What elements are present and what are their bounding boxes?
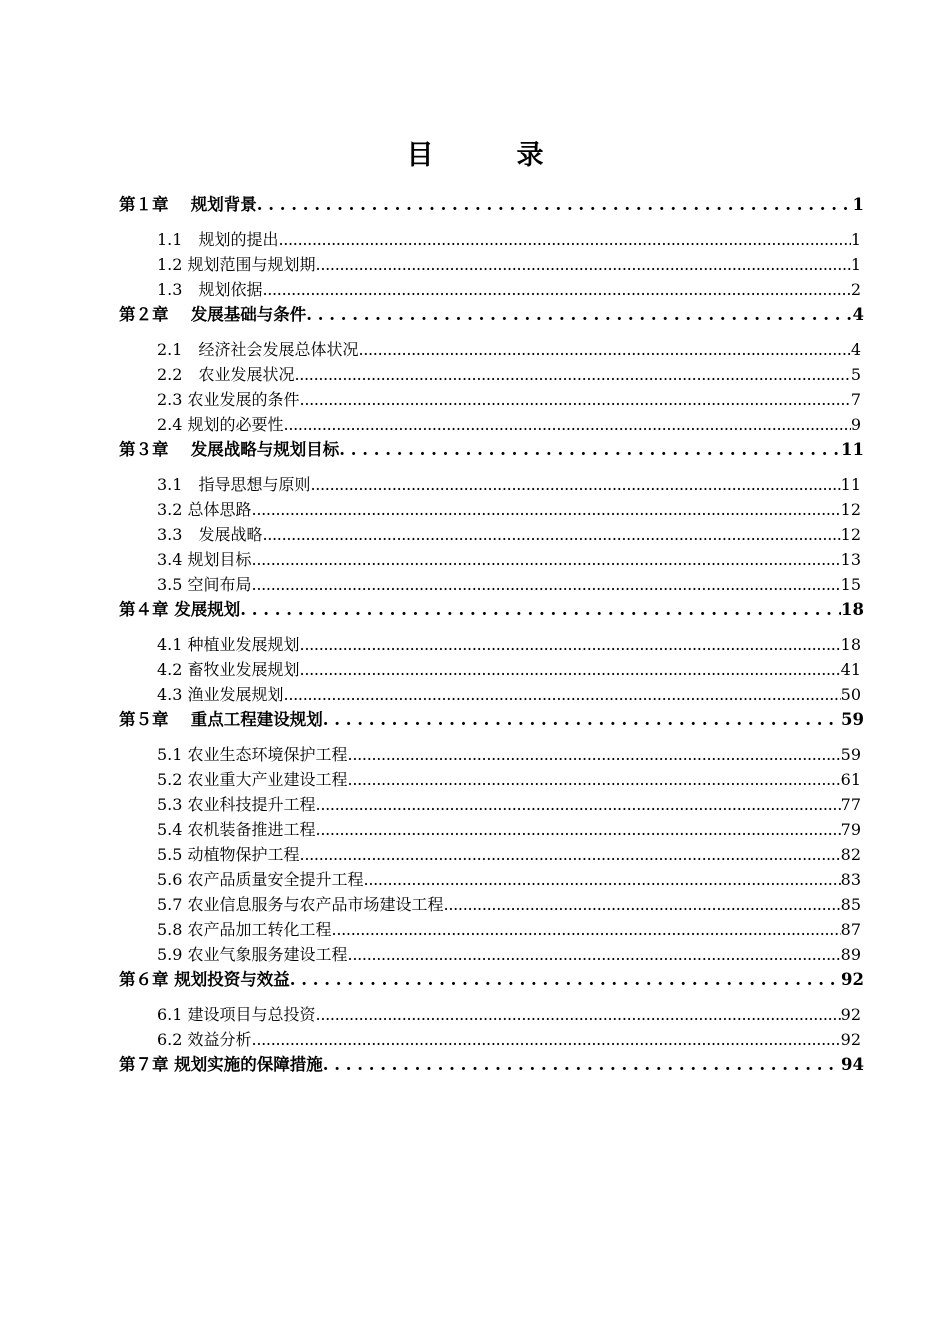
toc-page-number: 61 (840, 770, 861, 789)
toc-section-entry[interactable] (157, 684, 861, 706)
toc-page-number: 2 (850, 280, 861, 299)
toc-leader-dots (284, 414, 851, 436)
toc-page-number: 41 (840, 660, 861, 679)
toc-page-number: 83 (840, 870, 861, 889)
toc-leader-dots (364, 869, 841, 891)
toc-page-number: 1 (852, 195, 864, 214)
toc-entry-title: 3.5 空间布局 (157, 575, 252, 594)
toc-page-number: 4 (850, 340, 861, 359)
toc-leader-dots (252, 499, 841, 521)
toc-entry-title: 第７章 规划实施的保障措施 (119, 1055, 323, 1074)
toc-page-number: 11 (840, 475, 861, 494)
toc-page-number: 15 (840, 575, 861, 594)
toc-page-number: 50 (840, 685, 861, 704)
toc-leader-dots (316, 819, 841, 841)
toc-leader-dots (300, 634, 841, 656)
toc-leader-dots (348, 744, 841, 766)
toc-leader-dots (300, 844, 841, 866)
toc-page-number: 9 (850, 415, 861, 434)
toc-entry-title: 5.8 农产品加工转化工程 (157, 920, 332, 939)
toc-chapter-entry[interactable] (119, 1054, 864, 1076)
toc-leader-dots (284, 684, 841, 706)
toc-entry-title: 1.2 规划范围与规划期 (157, 255, 316, 274)
page-title: 目 录 (406, 140, 572, 171)
toc-leader-dots (252, 549, 841, 571)
toc-entry-title: 2.4 规划的必要性 (157, 415, 284, 434)
toc-entry-title: 6.1 建设项目与总投资 (157, 1005, 316, 1024)
toc-page-number: 59 (841, 710, 864, 729)
toc-leader-dots (323, 1054, 841, 1076)
toc-entry-title: 1.3 规划依据 (157, 280, 263, 299)
toc-page-number: 82 (840, 845, 861, 864)
toc-entry-title: 3.3 发展战略 (157, 525, 263, 544)
toc-leader-dots (306, 304, 852, 326)
toc-section-entry[interactable] (157, 919, 861, 941)
toc-section-entry[interactable] (157, 474, 861, 496)
toc-page-number: 87 (840, 920, 861, 939)
toc-entry-title: 5.9 农业气象服务建设工程 (157, 945, 348, 964)
toc-leader-dots (257, 194, 853, 216)
toc-section-entry[interactable] (157, 499, 861, 521)
toc-leader-dots (294, 364, 850, 386)
toc-leader-dots (252, 1029, 841, 1051)
toc-leader-dots (323, 709, 841, 731)
toc-entry-title: 1.1 规划的提出 (157, 230, 279, 249)
toc-entry-title: 2.3 农业发展的条件 (157, 390, 300, 409)
toc-section-entry[interactable] (157, 389, 861, 411)
toc-section-entry[interactable] (157, 769, 861, 791)
toc-page-number: 7 (850, 390, 861, 409)
toc-chapter-entry[interactable] (119, 969, 864, 991)
toc-leader-dots (316, 1004, 841, 1026)
toc-section-entry[interactable] (157, 894, 861, 916)
toc-entry-title: 第６章 规划投资与效益 (119, 970, 290, 989)
toc-entry-title: 4.3 渔业发展规划 (157, 685, 284, 704)
toc-entry-title: 第１章 规划背景 (119, 195, 257, 214)
toc-entry-title: 3.1 指导思想与原则 (157, 475, 311, 494)
toc-section-entry[interactable] (157, 659, 861, 681)
toc-leader-dots (348, 944, 841, 966)
toc-section-entry[interactable] (157, 524, 861, 546)
toc-entry-title: 5.6 农产品质量安全提升工程 (157, 870, 364, 889)
toc-leader-dots (262, 524, 840, 546)
toc-section-entry[interactable] (157, 844, 861, 866)
toc-entry-title: 第３章 发展战略与规划目标 (119, 440, 340, 459)
toc-page-number: 4 (852, 305, 864, 324)
toc-section-entry[interactable] (157, 339, 861, 361)
toc-section-entry[interactable] (157, 794, 861, 816)
toc-entry-title: 第５章 重点工程建设规划 (119, 710, 323, 729)
toc-leader-dots (262, 279, 850, 301)
toc-chapter-entry[interactable] (119, 304, 864, 326)
toc-page-number: 12 (840, 525, 861, 544)
toc-page-number: 11 (841, 440, 864, 459)
toc-page-number: 13 (840, 550, 861, 569)
toc-page-number: 18 (840, 635, 861, 654)
toc-leader-dots (278, 229, 850, 251)
toc-leader-dots (316, 254, 851, 276)
toc-page-number: 5 (850, 365, 861, 384)
toc-section-entry[interactable] (157, 574, 861, 596)
toc-section-entry[interactable] (157, 254, 861, 276)
toc-section-entry[interactable] (157, 1004, 861, 1026)
toc-page-number: 59 (840, 745, 861, 764)
toc-page-number: 94 (841, 1055, 864, 1074)
toc-page-number: 85 (840, 895, 861, 914)
toc-leader-dots (339, 439, 841, 461)
toc-page-number: 12 (840, 500, 861, 519)
toc-entry-title: 5.5 动植物保护工程 (157, 845, 300, 864)
toc-entry-title: 5.4 农机装备推进工程 (157, 820, 316, 839)
toc-section-entry[interactable] (157, 1029, 861, 1051)
toc-section-entry[interactable] (157, 549, 861, 571)
toc-section-entry[interactable] (157, 414, 861, 436)
toc-section-entry[interactable] (157, 819, 861, 841)
toc-page-number: 18 (841, 600, 864, 619)
toc-leader-dots (348, 769, 841, 791)
toc-section-entry[interactable] (157, 744, 861, 766)
toc-entry-title: 5.2 农业重大产业建设工程 (157, 770, 348, 789)
toc-entry-title: 2.1 经济社会发展总体状况 (157, 340, 359, 359)
toc-leader-dots (332, 919, 841, 941)
toc-entry-title: 5.3 农业科技提升工程 (157, 795, 316, 814)
toc-entry-title: 4.1 种植业发展规划 (157, 635, 300, 654)
toc-leader-dots (358, 339, 850, 361)
toc-leader-dots (240, 599, 841, 621)
toc-section-entry[interactable] (157, 279, 861, 301)
toc-entry-title: 4.2 畜牧业发展规划 (157, 660, 300, 679)
toc-leader-dots (316, 794, 841, 816)
toc-entry-title: 5.1 农业生态环境保护工程 (157, 745, 348, 764)
toc-chapter-entry[interactable] (119, 709, 864, 731)
toc-chapter-entry[interactable] (119, 599, 864, 621)
toc-leader-dots (444, 894, 841, 916)
toc-section-entry[interactable] (157, 869, 861, 891)
toc-entry-title: 2.2 农业发展状况 (157, 365, 295, 384)
toc-leader-dots (252, 574, 841, 596)
toc-page-number: 89 (840, 945, 861, 964)
toc-entry-title: 3.2 总体思路 (157, 500, 252, 519)
toc-leader-dots (300, 389, 851, 411)
toc-entry-title: 第２章 发展基础与条件 (119, 305, 307, 324)
toc-section-entry[interactable] (157, 944, 861, 966)
toc-section-entry[interactable] (157, 229, 861, 251)
toc-entry-title: 3.4 规划目标 (157, 550, 252, 569)
toc-section-entry[interactable] (157, 364, 861, 386)
toc-page-number: 92 (840, 1030, 861, 1049)
toc-page-number: 92 (840, 1005, 861, 1024)
toc-page-number: 1 (850, 255, 861, 274)
toc-section-entry[interactable] (157, 634, 861, 656)
toc-leader-dots (290, 969, 841, 991)
toc-page-number: 77 (840, 795, 861, 814)
toc-page-number: 92 (841, 970, 864, 989)
toc-entry-title: 第４章 发展规划 (119, 600, 241, 619)
toc-chapter-entry[interactable] (119, 439, 864, 461)
toc-entry-title: 5.7 农业信息服务与农产品市场建设工程 (157, 895, 444, 914)
toc-page-number: 1 (850, 230, 861, 249)
toc-chapter-entry[interactable] (119, 194, 864, 216)
toc-entry-title: 6.2 效益分析 (157, 1030, 252, 1049)
toc-leader-dots (300, 659, 841, 681)
toc-leader-dots (310, 474, 840, 496)
toc-page-number: 79 (840, 820, 861, 839)
